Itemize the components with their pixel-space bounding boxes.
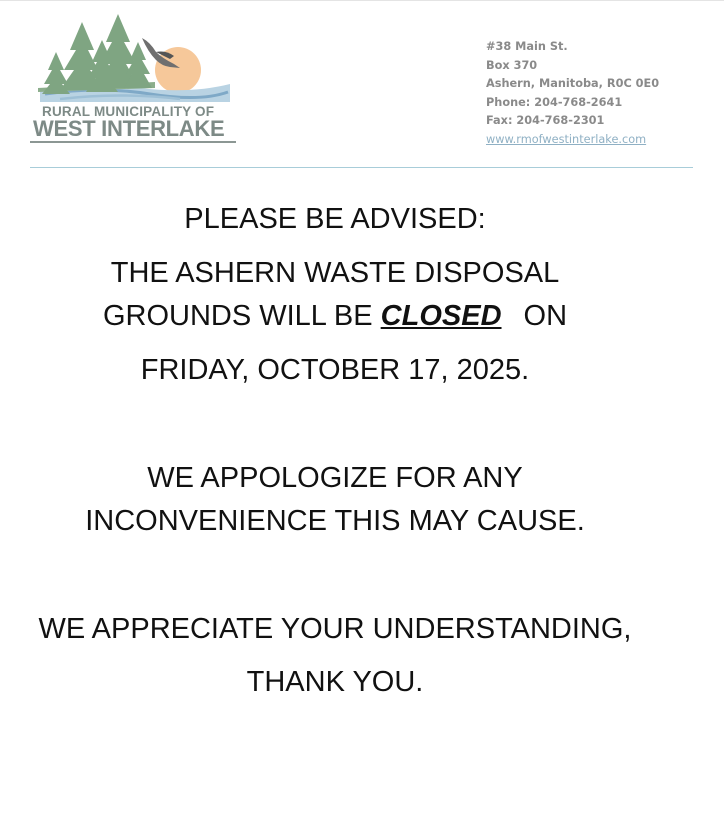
pine-trees-icon bbox=[42, 14, 152, 94]
contact-fax: Fax: 204-768-2301 bbox=[486, 114, 605, 127]
contact-address: #38 Main St. bbox=[486, 40, 568, 53]
municipality-logo bbox=[30, 12, 240, 146]
logo-text-line1: RURAL MUNICIPALITY OF bbox=[42, 104, 215, 119]
header-divider bbox=[30, 167, 693, 168]
logo-text-line2: WEST INTERLAKE bbox=[33, 116, 225, 141]
logo-artwork-icon bbox=[30, 12, 240, 104]
apology-line-1: WE APPOLOGIZE FOR ANY bbox=[147, 462, 523, 494]
closed-emphasis: CLOSED bbox=[380, 300, 502, 332]
notice-line-1: THE ASHERN WASTE DISPOSAL bbox=[110, 257, 560, 289]
advisory-heading: PLEASE BE ADVISED: bbox=[184, 203, 486, 235]
page-top-edge bbox=[0, 0, 724, 1]
appreciation-line: WE APPRECIATE YOUR UNDERSTANDING, bbox=[38, 613, 632, 645]
contact-phone: Phone: 204-768-2641 bbox=[486, 95, 623, 109]
notice-line-2-prefix: GROUNDS WILL BE bbox=[102, 300, 381, 332]
notice-line-2 bbox=[0, 300, 670, 333]
contact-city: Ashern, Manitoba, R0C 0E0 bbox=[486, 77, 660, 90]
contact-box: Box 370 bbox=[486, 58, 538, 72]
closure-date: FRIDAY, OCTOBER 17, 2025. bbox=[140, 354, 530, 386]
notice-line-2-suffix: ON bbox=[523, 300, 568, 332]
website-link[interactable]: www.rmofwestinterlake.com bbox=[486, 132, 647, 146]
logo-underline bbox=[30, 141, 236, 143]
contact-block bbox=[486, 38, 659, 149]
thank-you-line: THANK YOU. bbox=[246, 666, 424, 698]
apology-line-2: INCONVENIENCE THIS MAY CAUSE. bbox=[85, 505, 585, 537]
